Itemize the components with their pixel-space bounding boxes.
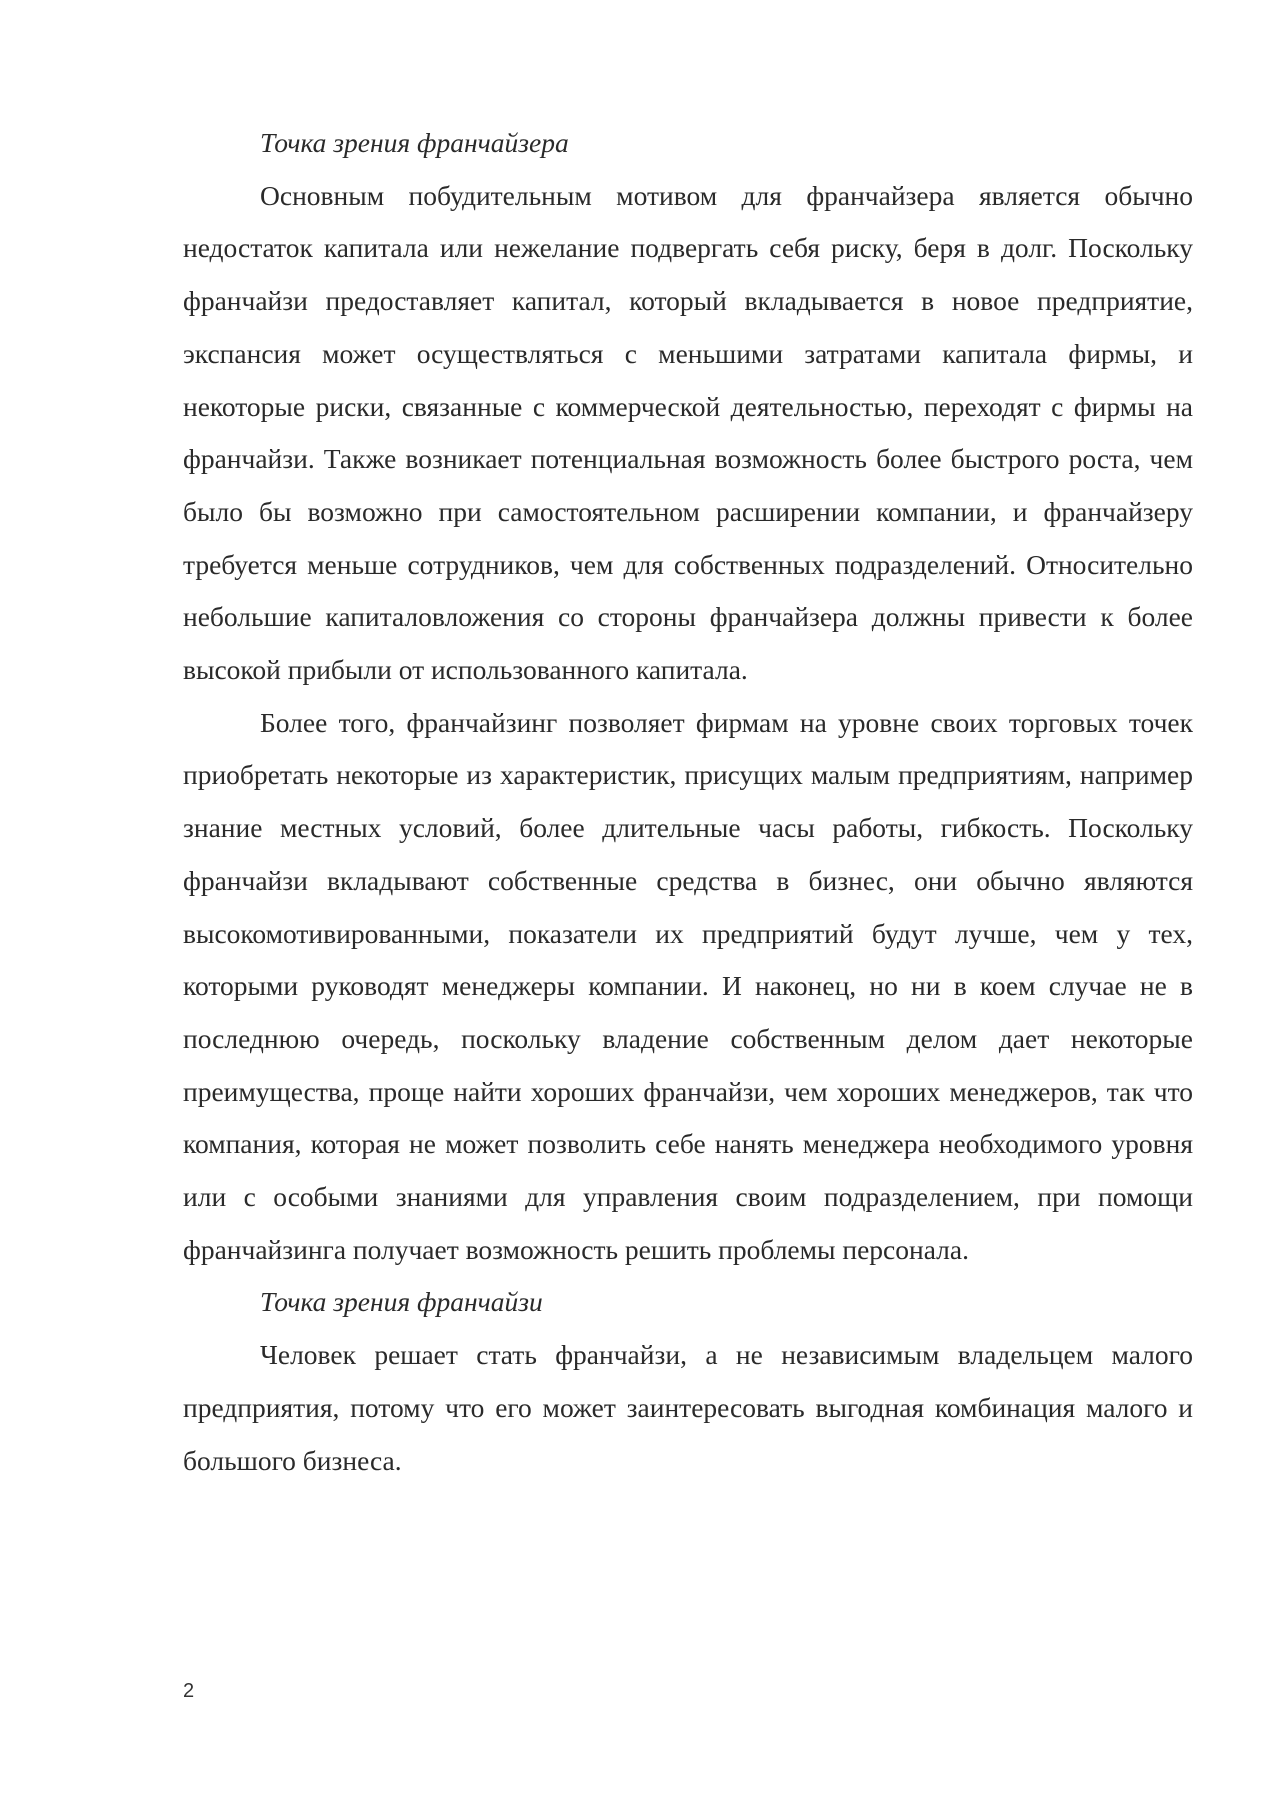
page-number: 2	[183, 1680, 195, 1702]
paragraph: Более того, франчайзинг позволяет фирмам на уровне своих торговых точек приобретать некоторые из характеристик, присущих малым предприятиям, например знание местных условий, более длительные часы работы, гибкость. Поскольку франчайзи вкладывают собственные средства в бизнес, они обычно являются высокомотивированными, показатели их предприятий будут лучше, чем у тех, которыми руководят менеджеры компании. И наконец, но ни в коем случае не в последнюю очередь, поскольку владение собственным делом дает некоторые преимущества, проще найти хороших франчайзи, чем хороших менеджеров, так что компания, которая не может позволить себе нанять менеджера необходимого уровня или с особыми знаниями для управления своим подразделением, при помощи франчайзинга получает возможность решить проблемы персонала.	[183, 706, 1193, 1265]
paragraph: Основным побудительным мотивом для франчайзера является обычно недостаток капитала или нежелание подвергать себя риску, беря в долг. Поскольку франчайзи предоставляет капитал, который вкладывается в новое предприятие, экспансия может осуществляться с меньшими затратами капитала фирмы, и некоторые риски, связанные с коммерческой деятельностью, переходят с фирмы на франчайзи. Также возникает потенциальная возможность более быстрого роста, чем было бы возможно при самостоятельном расширении компании, и франчайзеру требуется меньше сотрудников, чем для собственных подразделений. Относительно небольшие капиталовложения со стороны франчайзера должны привести к более высокой прибыли от использованного капитала.	[183, 179, 1193, 686]
paragraph: Человек решает стать франчайзи, а не независимым владельцем малого предприятия, потому что его может заинтересовать выгодная комбинация малого и большого бизнеса.	[183, 1339, 1193, 1476]
section-heading-franchisor: Точка зрения франчайзера	[260, 127, 569, 158]
section-heading-franchisee: Точка зрения франчайзи	[260, 1286, 543, 1318]
page-body	[183, 117, 1193, 1487]
